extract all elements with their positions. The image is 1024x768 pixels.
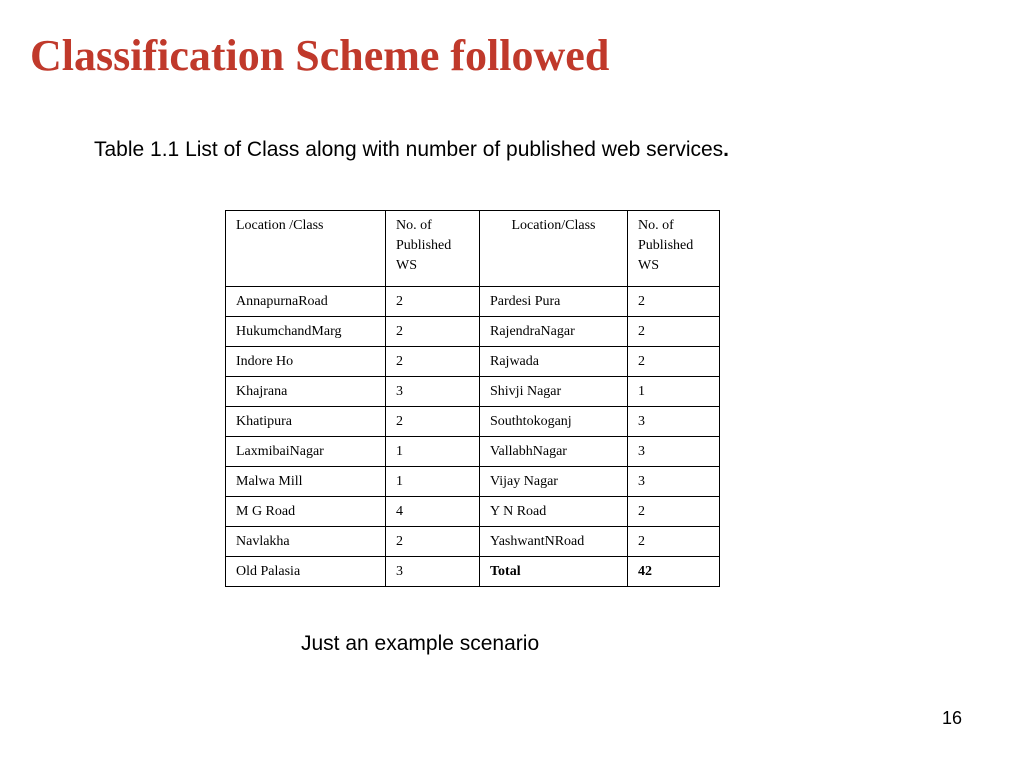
table-cell: 4 (386, 497, 480, 527)
table-cell: HukumchandMarg (226, 317, 386, 347)
table-cell: M G Road (226, 497, 386, 527)
table-row (226, 527, 720, 557)
table-row (226, 317, 720, 347)
table-cell: VallabhNagar (480, 437, 628, 467)
table-cell: Southtokoganj (480, 407, 628, 437)
table-cell: YashwantNRoad (480, 527, 628, 557)
total-value: 42 (628, 557, 720, 587)
web-services-table (225, 210, 720, 587)
table-cell: 2 (386, 347, 480, 377)
table-cell: 3 (628, 407, 720, 437)
table-cell: 3 (628, 467, 720, 497)
table-cell: Navlakha (226, 527, 386, 557)
table-cell: 2 (386, 317, 480, 347)
table-cell: 1 (386, 437, 480, 467)
table-cell: AnnapurnaRoad (226, 287, 386, 317)
table-caption-text: Table 1.1 List of Class along with number of published web services (94, 138, 724, 161)
table-cell: 2 (386, 527, 480, 557)
table-cell: 3 (628, 437, 720, 467)
table-row-total (226, 557, 720, 587)
table-cell: Vijay Nagar (480, 467, 628, 497)
table-cell: Indore Ho (226, 347, 386, 377)
table-cell: Khatipura (226, 407, 386, 437)
slide-title: Classification Scheme followed (30, 31, 610, 80)
table-cell: 2 (628, 527, 720, 557)
table-row (226, 467, 720, 497)
table-cell: Malwa Mill (226, 467, 386, 497)
table-row (226, 377, 720, 407)
header-location-class-2: Location/Class (480, 211, 628, 287)
table-cell: Old Palasia (226, 557, 386, 587)
table-cell: Shivji Nagar (480, 377, 628, 407)
table-cell: 1 (628, 377, 720, 407)
table-row (226, 497, 720, 527)
table-row (226, 347, 720, 377)
footnote-text: Just an example scenario (301, 632, 540, 655)
total-label: Total (480, 557, 628, 587)
table-cell: RajendraNagar (480, 317, 628, 347)
table-cell: 2 (628, 287, 720, 317)
table-caption (94, 137, 729, 163)
table-caption-period: . (723, 138, 730, 161)
header-location-class-1: Location /Class (226, 211, 386, 287)
table-row (226, 407, 720, 437)
table-cell: 3 (386, 377, 480, 407)
table-cell: Pardesi Pura (480, 287, 628, 317)
table-cell: 2 (386, 287, 480, 317)
table-cell: Y N Road (480, 497, 628, 527)
table-cell: Rajwada (480, 347, 628, 377)
table-cell: 3 (386, 557, 480, 587)
table-row (226, 437, 720, 467)
table-cell: Khajrana (226, 377, 386, 407)
table-cell: 2 (386, 407, 480, 437)
header-published-ws-1: No. of Published WS (386, 211, 480, 287)
page-number: 16 (941, 708, 962, 728)
table-cell: 2 (628, 497, 720, 527)
table-cell: 2 (628, 317, 720, 347)
header-published-ws-2: No. of Published WS (628, 211, 720, 287)
table-cell: 1 (386, 467, 480, 497)
table-cell: 2 (628, 347, 720, 377)
table-cell: LaxmibaiNagar (226, 437, 386, 467)
table-header-row (226, 211, 720, 287)
table-row (226, 287, 720, 317)
